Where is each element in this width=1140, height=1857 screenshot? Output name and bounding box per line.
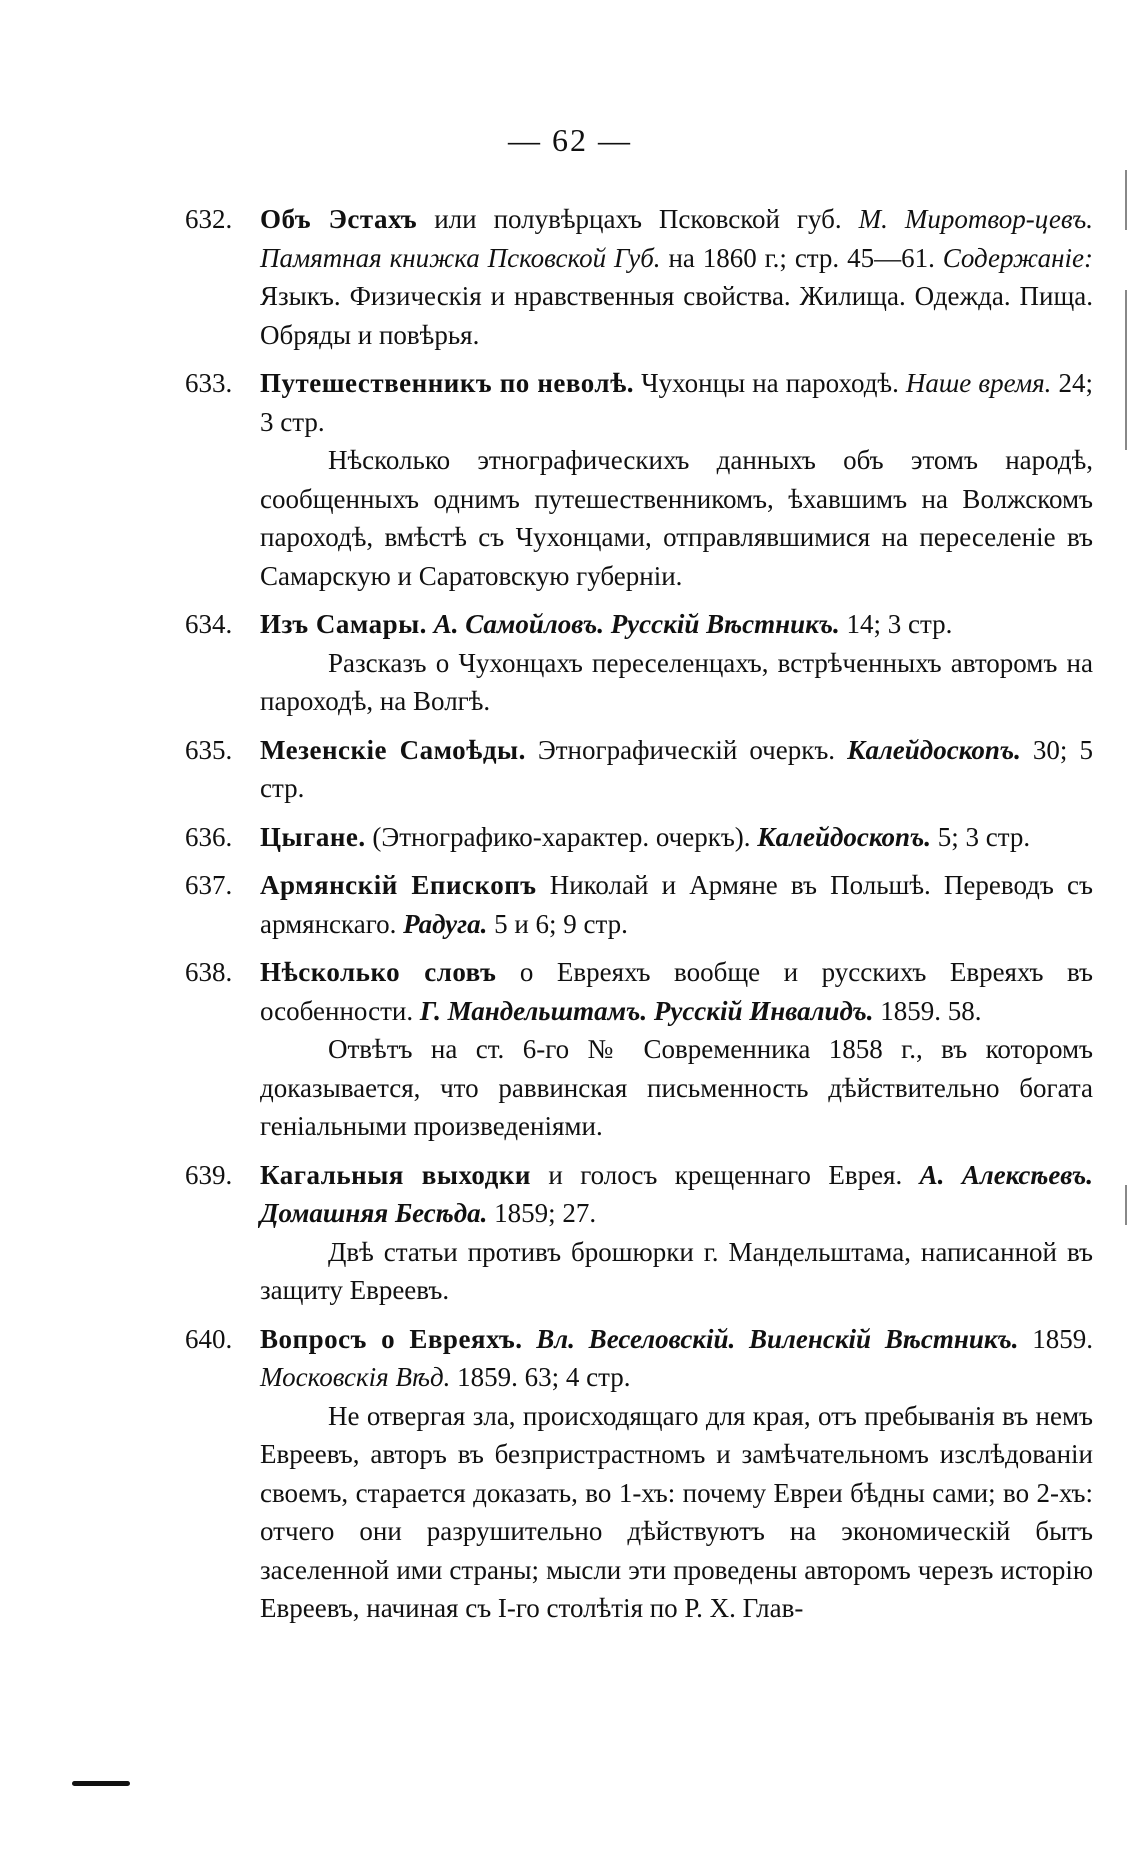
entry-number: 637.: [185, 870, 233, 900]
entry-title: Вопросъ о Евреяхъ.: [260, 1323, 523, 1354]
bibliography-entry: [185, 200, 1094, 354]
entry-title: Армянскій Епископъ: [260, 870, 537, 900]
entry-text: 1859. 58.: [873, 995, 982, 1026]
entry-citation: [260, 953, 1093, 1030]
entry-citation: [260, 200, 1093, 354]
entry-source: А. Самойловъ. Русскій Вѣстникъ.: [433, 609, 840, 639]
entry-text: и голосъ крещеннаго Еврея.: [530, 1159, 920, 1190]
entry-number: 634.: [185, 609, 233, 639]
entry-number: 638.: [185, 957, 233, 987]
entry-number: 640.: [185, 1323, 233, 1354]
entry-title: Цыгане.: [260, 821, 366, 852]
entry-number: 635.: [185, 734, 233, 765]
entry-source: А. Алексѣевъ. Домашняя Бесѣда.: [260, 1159, 1093, 1228]
entry-number: 639.: [185, 1159, 233, 1190]
entry-text: (Этнографико-характер. очеркъ).: [365, 821, 758, 852]
entry-source: Наше время.: [905, 368, 1052, 398]
entry-text: [523, 1324, 537, 1354]
entry-description: Двѣ статьи противъ брошюрки г. Мандельштама, написанной въ защиту Евреевъ.: [260, 1236, 1093, 1305]
margin-rule-top: [1125, 170, 1127, 230]
entry-text: Этнографическій очеркъ.: [525, 734, 848, 765]
entry-source: Содержаніе:: [942, 242, 1093, 273]
entry-citation: [260, 818, 1093, 857]
bibliography-entry: [185, 1320, 1094, 1628]
bibliography-entry: [185, 866, 1093, 943]
entry-text: Николай и Армяне въ Польшѣ. Переводъ съ армянскаго.: [260, 870, 1093, 939]
entry-source: Калейдоскопъ.: [847, 734, 1021, 765]
entry-text: 30; 5 стр.: [260, 734, 1093, 803]
bibliography-entry: [185, 731, 1093, 808]
entry-description: Отвѣтъ на ст. 6-го № Современника 1858 г., въ которомъ доказывается, что раввинская письменность дѣйствительно богата геніальными произведеніями.: [260, 1034, 1093, 1141]
entry-text: 1859. 63; 4 стр.: [450, 1362, 631, 1392]
entry-text: или полувѣрцахъ Псковской губ.: [417, 204, 859, 234]
bibliography-entry: [185, 605, 1093, 721]
entry-text: 24; 3 стр.: [260, 368, 1093, 437]
entry-text: 14; 3 стр.: [839, 609, 953, 639]
entry-source: Г. Мандельштамъ. Русскій Инвалидъ.: [419, 995, 874, 1026]
bibliography-entries: [185, 200, 1094, 1638]
entry-text: 1859; 27.: [487, 1198, 597, 1228]
entry-number: 636.: [185, 821, 233, 852]
entry-citation: [260, 364, 1093, 441]
entry-title: Путешественникъ по неволѣ.: [260, 368, 635, 398]
entry-number: 633.: [185, 368, 233, 398]
entry-title: Объ Эстахъ: [260, 204, 418, 234]
entry-source: М. Миротвор-цевъ. Памятная книжка Псковской Губ.: [260, 204, 1094, 273]
entry-citation: [260, 731, 1093, 808]
bibliography-entry: [185, 364, 1093, 595]
entry-description: Нѣсколько этнографическихъ данныхъ объ этомъ народѣ, сообщенныхъ однимъ путешественникомъ, ѣхавшимъ на Волжскомъ пароходѣ, вмѣстѣ съ Чухонцами, отправлявшимися на переселеніе въ Самарскую и Саратовскую губерніи.: [260, 445, 1093, 591]
entry-citation: [260, 1320, 1093, 1397]
entry-title: Кагальныя выходки: [260, 1159, 531, 1190]
entry-text: о Евреяхъ вообще и русскихъ Евреяхъ въ особенности.: [260, 957, 1093, 1026]
bibliography-entry: [185, 1156, 1093, 1310]
entry-source: Калейдоскопъ.: [757, 821, 931, 852]
entry-source: Радуга.: [403, 908, 488, 939]
entry-text: Чухонцы на пароходѣ.: [634, 368, 906, 398]
entry-description: Не отвергая зла, происходящаго для края, отъ пребыванія въ немъ Евреевъ, авторъ въ безпристрастномъ и замѣчательномъ изслѣдованіи своемъ, старается доказать, во 1-хъ: почему Евреи бѣдны сами; во 2-хъ: отчего они разрушительно дѣйствуютъ на экономическій бытъ заселенной ими страны; мысли эти проведены авторомъ черезъ исторію Евреевъ, начиная съ I-го столѣтія по Р. Х. Глав-: [260, 1400, 1093, 1623]
entry-title: Нѣсколько словъ: [260, 957, 497, 987]
page-number: — 62 —: [508, 122, 632, 158]
entry-text: на 1860 г.; стр. 45—61.: [660, 242, 943, 273]
entry-source: Московскія Вѣд.: [260, 1362, 451, 1392]
entry-text: 1859.: [1018, 1323, 1094, 1354]
entry-number: 632.: [185, 204, 233, 234]
entry-citation: [260, 605, 1093, 644]
entry-title: Мезенскіе Самоѣды.: [260, 734, 526, 765]
entry-text: 5; 3 стр.: [931, 821, 1031, 852]
entry-source: Вл. Веселовскій. Виленскій Вѣстникъ.: [536, 1323, 1019, 1354]
margin-rule-mid: [1125, 1185, 1127, 1225]
entry-title: Изъ Самары.: [260, 609, 427, 639]
entry-text: 5 и 6; 9 стр.: [487, 908, 628, 939]
entry-description: Разсказъ о Чухонцахъ переселенцахъ, встрѣченныхъ авторомъ на пароходѣ, на Волгѣ.: [260, 647, 1093, 716]
margin-dash-mark: [72, 1781, 130, 1786]
entry-citation: [260, 866, 1093, 943]
entry-text: [427, 609, 434, 639]
entry-text: Языкъ. Физическія и нравственныя свойства. Жилища. Одежда. Пища. Обряды и повѣрья.: [260, 281, 1093, 350]
bibliography-entry: [185, 953, 1093, 1146]
margin-rule-upper: [1125, 290, 1127, 450]
bibliography-entry: [185, 818, 1093, 857]
entry-citation: [260, 1156, 1093, 1233]
